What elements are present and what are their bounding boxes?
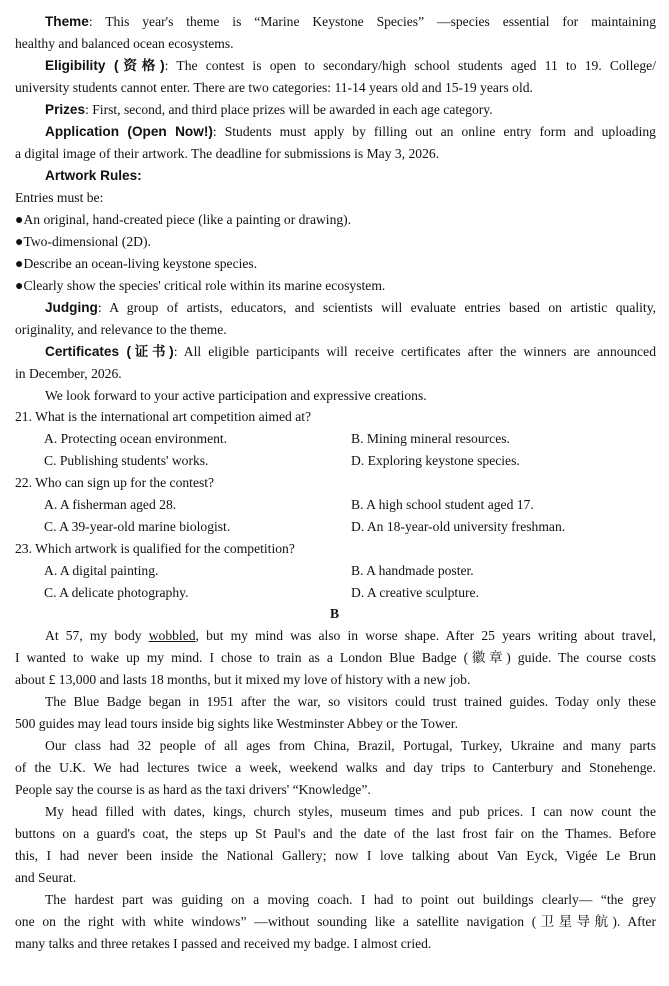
passage-text: At 57, my body — [45, 628, 149, 643]
bullet-icon: ● — [15, 257, 24, 272]
prizes-text: : First, second, and third place prizes will be awarded in each age category. — [85, 102, 493, 117]
question-option: A. A fisherman aged 28. — [44, 497, 177, 512]
rule-item — [15, 209, 656, 231]
question-option: A. Protecting ocean environment. — [44, 431, 228, 446]
passage-line: I wanted to wake up my mind. I chose to train as a London Blue Badge (徽章) guide. The course costs — [15, 650, 656, 665]
rule-text: Two-dimensional (2D). — [23, 234, 151, 249]
eligibility-line-1 — [45, 55, 656, 77]
certificates-text: : All eligible participants will receive certificates after the winners are announced — [173, 344, 656, 359]
passage-line: about £ 13,000 and lasts 18 months, but it mixed my love of history with a new job. — [15, 672, 471, 687]
passage-text: , but my mind was also in worse shape. After 25 years writing about travel, — [195, 628, 656, 643]
passage-line: The hardest part was guiding on a moving coach. I had to point out buildings clearly— “the grey — [45, 892, 656, 907]
passage-line: and Seurat. — [15, 870, 77, 885]
judging-line-1 — [45, 297, 656, 319]
question-option: C. A delicate photography. — [44, 585, 189, 600]
passage-line: 500 guides may lead tours inside big sights like Westminster Abbey or the Tower. — [15, 716, 458, 731]
question-stem: 22. Who can sign up for the contest? — [15, 475, 215, 490]
certificates-label: Certificates (证书) — [45, 344, 174, 359]
question-stem: 23. Which artwork is qualified for the competition? — [15, 541, 295, 556]
passage-line: this, I had never been inside the National Gallery; now I love talking about Van Eyck, Vigée Le Brun — [15, 848, 656, 863]
passage-line: People say the course is as hard as the taxi drivers' “Knowledge”. — [15, 782, 371, 797]
application-text: : Students must apply by filling out an online entry form and uploading — [212, 124, 656, 139]
passage-line: of the U.K. We had lectures twice a week, weekend walks and day trips to Canterbury and Stonehenge. — [15, 760, 656, 775]
application-line-1 — [45, 121, 656, 143]
section-heading: B — [329, 606, 340, 621]
rule-text: Clearly show the species' critical role within its marine ecosystem. — [23, 278, 386, 293]
passage-line — [45, 625, 656, 647]
question-option: B. Mining mineral resources. — [351, 431, 510, 446]
question-stem: 21. What is the international art competition aimed at? — [15, 409, 312, 424]
certificates-line-1 — [45, 341, 656, 363]
question-option: C. A 39-year-old marine biologist. — [44, 519, 231, 534]
passage-line: buttons on a guard's coat, the steps up St Paul's and the date of the last frost fair on the Thames. Before — [15, 826, 656, 841]
passage-line: My head filled with dates, kings, church styles, museum times and pub prices. I can now count the — [45, 804, 656, 819]
rule-item — [15, 231, 656, 253]
theme-label: Theme — [45, 14, 89, 29]
rule-text: Describe an ocean-living keystone species. — [23, 256, 258, 271]
theme-text: : This year's theme is “Marine Keystone Species” —species essential for maintaining — [88, 14, 656, 29]
question-option: A. A digital painting. — [44, 563, 159, 578]
eligibility-line-2: university students cannot enter. There are two categories: 11-14 years old and 15-19 years old. — [15, 80, 533, 95]
application-label: Application (Open Now!) — [45, 124, 213, 139]
rule-item — [15, 253, 656, 275]
question-option: C. Publishing students' works. — [44, 453, 209, 468]
application-line-2: a digital image of their artwork. The deadline for submissions is May 3, 2026. — [15, 146, 440, 161]
theme-line-2: healthy and balanced ocean ecosystems. — [15, 36, 234, 51]
rule-item — [15, 275, 656, 297]
theme-line-1 — [45, 11, 656, 33]
passage-line: Our class had 32 people of all ages from China, Brazil, Portugal, Turkey, Ukraine and many parts — [45, 738, 656, 753]
bullet-icon: ● — [15, 279, 24, 294]
prizes-label: Prizes — [45, 102, 86, 117]
question-option: B. A high school student aged 17. — [351, 497, 534, 512]
question-option: D. An 18-year-old university freshman. — [351, 519, 566, 534]
underlined-word: wobbled — [148, 628, 196, 643]
judging-line-2: originality, and relevance to the theme. — [15, 322, 227, 337]
passage-line: The Blue Badge began in 1951 after the war, so visitors could trust trained guides. Today only these — [45, 694, 656, 709]
judging-label: Judging — [45, 300, 98, 315]
question-option: D. A creative sculpture. — [351, 585, 479, 600]
certificates-line-2: in December, 2026. — [15, 366, 122, 381]
rules-intro: Entries must be: — [15, 190, 104, 205]
prizes-line — [45, 99, 656, 121]
passage-line: one on the right with white windows” —without sounding like a satellite navigation (卫星导航). After — [15, 914, 656, 929]
bullet-icon: ● — [15, 213, 24, 228]
eligibility-label: Eligibility (资格) — [45, 58, 165, 73]
eligibility-text: : The contest is open to secondary/high school students aged 11 to 19. College/ — [164, 58, 656, 73]
passage-line: many talks and three retakes I passed and received my badge. I almost cried. — [15, 936, 432, 951]
bullet-icon: ● — [15, 235, 24, 250]
closing-line: We look forward to your active participation and expressive creations. — [45, 388, 427, 403]
question-option: B. A handmade poster. — [351, 563, 474, 578]
judging-text: : A group of artists, educators, and scientists will evaluate entries based on artistic quality, — [97, 300, 656, 315]
rules-heading: Artwork Rules: — [45, 168, 142, 183]
question-option: D. Exploring keystone species. — [351, 453, 520, 468]
rule-text: An original, hand-created piece (like a painting or drawing). — [23, 212, 352, 227]
